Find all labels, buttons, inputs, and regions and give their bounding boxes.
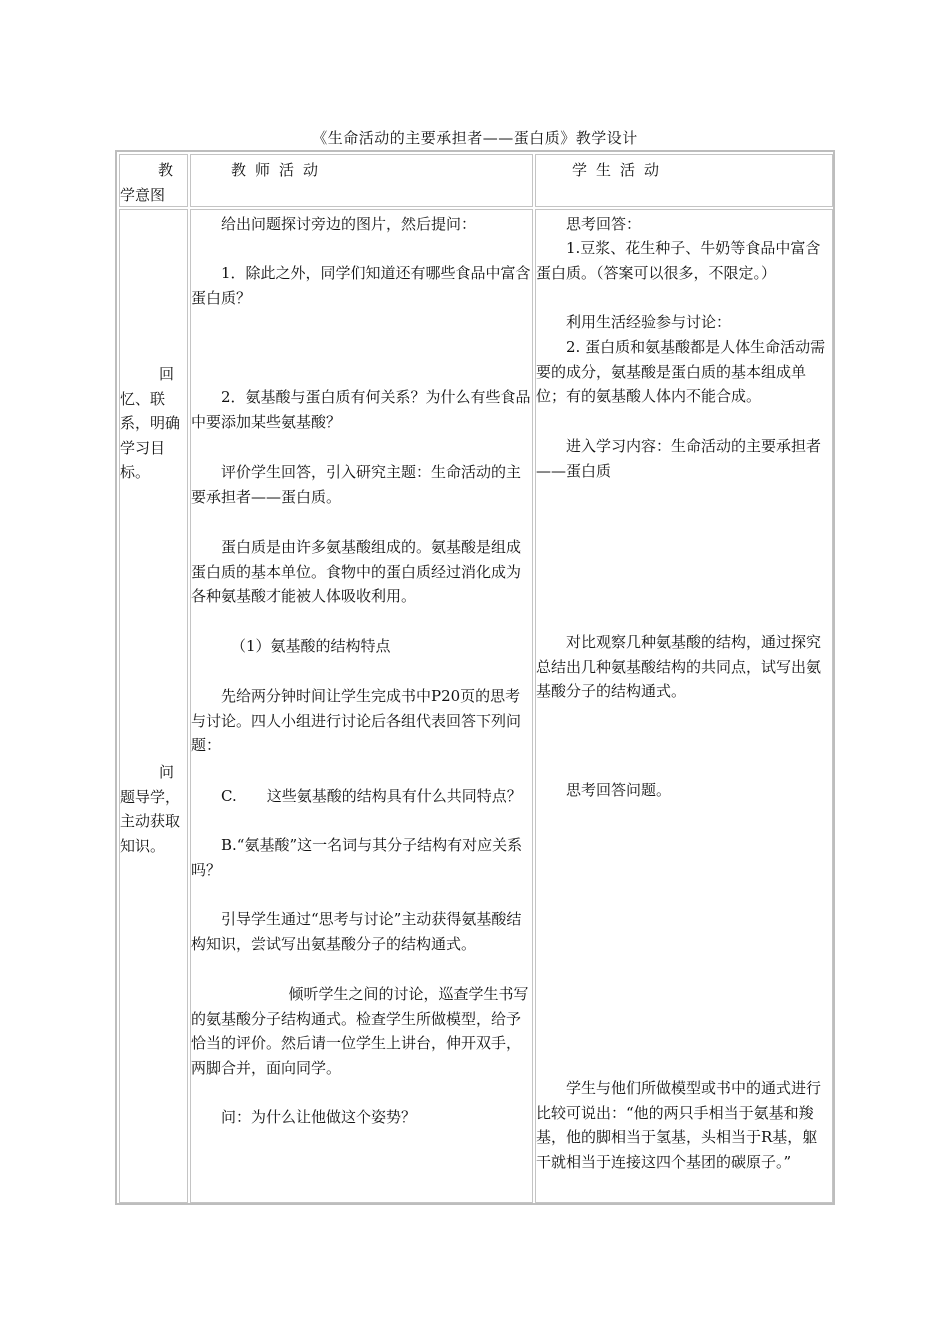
header-intent-line1: 教 <box>158 161 174 179</box>
document-title: 《生命活动的主要承担者——蛋白质》教学设计 <box>312 129 638 147</box>
student-p1: 思考回答： <box>566 215 642 233</box>
intent-1-line1: 回 <box>159 365 175 383</box>
teacher-p12: 问：为什么让他做这个姿势？ <box>221 1108 417 1126</box>
teacher-p7: 先给两分钟时间让学生完成书中P20页的思考与讨论。四人小组进行讨论后各组代表回答下列问题： <box>191 687 522 754</box>
student-p5: 进入学习内容：生命活动的主要承担者——蛋白质 <box>536 437 822 480</box>
teacher-p10: 引导学生通过“思考与讨论”主动获得氨基酸结构知识，尝试写出氨基酸分子的结构通式。 <box>191 910 522 953</box>
header-teacher <box>190 154 533 207</box>
teacher-p9: B.“氨基酸”这一名词与其分子结构有对应关系吗？ <box>191 836 523 879</box>
student-p2: 1.豆浆、花生种子、牛奶等食品中富含蛋白质。（答案可以很多，不限定。） <box>536 239 821 282</box>
header-intent <box>119 154 188 207</box>
student-p3: 利用生活经验参与讨论： <box>566 313 732 331</box>
teacher-p11: 倾听学生之间的讨论，巡查学生书写的氨基酸分子结构通式。检查学生所做模型，给予恰当的评价。然后请一位学生上讲台，伸开双手，两脚合并，面向同学。 <box>191 985 529 1077</box>
teacher-p6: （1）氨基酸的结构特点 <box>231 637 391 655</box>
intent-1-line5: 标。 <box>120 463 151 481</box>
lesson-table <box>115 150 835 1205</box>
intent-2-line2: 题导学， <box>120 788 181 806</box>
intent-1-line2: 忆、联 <box>120 390 166 408</box>
teacher-p8: C. 这些氨基酸的结构具有什么共同特点？ <box>221 787 522 805</box>
intent-column <box>119 209 188 1203</box>
header-student <box>535 154 833 207</box>
student-p4: 2. 蛋白质和氨基酸都是人体生命活动需要的成分，氨基酸是蛋白质的基本组成单位；有的氨基酸人体内不能合成。 <box>536 338 826 405</box>
teacher-p4: 评价学生回答，引入研究主题：生命活动的主要承担者——蛋白质。 <box>191 463 522 506</box>
student-p6: 对比观察几种氨基酸的结构，通过探究总结出几种氨基酸结构的共同点，试写出氨基酸分子的结构通式。 <box>536 633 822 700</box>
teacher-p5: 蛋白质是由许多氨基酸组成的。氨基酸是组成蛋白质的基本单位。食物中的蛋白质经过消化成为各种氨基酸才能被人体吸收利用。 <box>191 538 522 605</box>
student-column <box>535 209 833 1203</box>
teacher-p1: 给出问题探讨旁边的图片，然后提问： <box>221 215 477 233</box>
header-intent-line2: 学意图 <box>120 185 166 204</box>
student-p8: 学生与他们所做模型或书中的通式进行比较可说出：“他的两只手相当于氨基和羧基，他的脚相当于氢基，头相当于R基，躯干就相当于连接这四个基团的碳原子。” <box>536 1079 822 1171</box>
intent-2-line4: 知识。 <box>120 837 166 855</box>
intent-2-line1: 问 <box>159 763 175 781</box>
teacher-p2: 1．除此之外，同学们知道还有哪些食品中富含蛋白质？ <box>191 264 531 307</box>
teacher-column <box>190 209 533 1203</box>
header-teacher-label: 教师活动 <box>231 161 328 179</box>
student-p7: 思考回答问题。 <box>566 781 672 799</box>
intent-1-line4: 学习目 <box>120 439 166 457</box>
intent-1-line3: 系，明确 <box>120 414 181 432</box>
teacher-p3: 2．氨基酸与蛋白质有何关系？为什么有些食品中要添加某些氨基酸？ <box>191 388 531 431</box>
intent-2-line3: 主动获取 <box>120 812 181 830</box>
header-student-label: 学生活动 <box>572 161 669 179</box>
